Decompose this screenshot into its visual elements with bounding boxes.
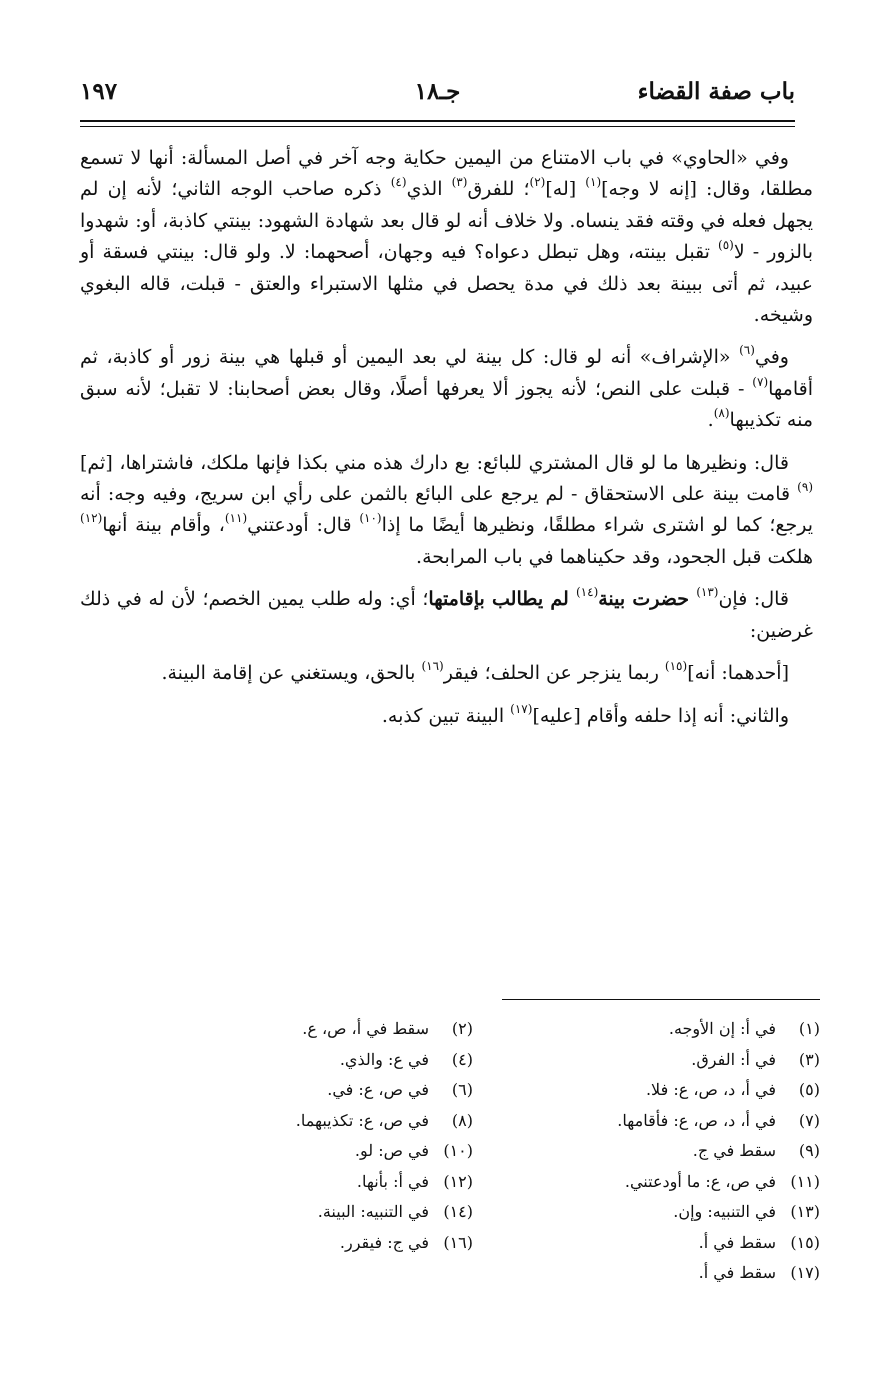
footnote xyxy=(520,1106,820,1137)
text-run: [أحدهما: أنه] xyxy=(687,662,789,685)
text-run: «الإشراف» أنه لو قال: كل بينة لي بعد اليمين أو قبلها هي بينة زور أو كاذبة، ثم أقامها xyxy=(80,346,813,400)
footnote-number: (١) xyxy=(798,1019,820,1038)
footnote xyxy=(520,1136,820,1167)
paragraph-3 xyxy=(80,448,813,574)
footnote-number: (١١) xyxy=(790,1171,820,1191)
paragraph-4 xyxy=(80,584,813,647)
footnote-number: (٨) xyxy=(451,1110,473,1130)
text-run: وفي xyxy=(754,346,789,369)
footnote-ref: (٢) xyxy=(529,175,546,190)
footnote-text: في التنبيه: البينة. xyxy=(317,1202,429,1221)
text-run: ؛ أي: وله طلب يمين الخصم؛ لأن له في ذلك غرضين: xyxy=(80,588,813,642)
text-run: قال: أودعتني xyxy=(247,514,360,537)
main-text xyxy=(80,143,813,743)
footnote-number: (٥) xyxy=(798,1080,820,1099)
footnote-ref: (٣) xyxy=(451,175,468,190)
page-number: ١٩٧ xyxy=(80,78,118,105)
footnote xyxy=(213,1106,473,1137)
footnote-number: (٤) xyxy=(451,1049,473,1069)
footnote-ref: (١٦) xyxy=(421,659,444,674)
footnote xyxy=(213,1075,473,1106)
paragraph-1 xyxy=(80,143,813,331)
footnote-ref: (٦) xyxy=(739,343,755,358)
text-run: البينة تبين كذبه. xyxy=(381,704,511,727)
footnote-text: في أ: بأنها. xyxy=(356,1171,429,1191)
footnote-column-left xyxy=(213,1014,473,1258)
text-run: تقبل بينته، وهل تبطل دعواه؟ فيه وجهان، أصحهما: لا. ولو قال: بينتي فسقة أو عبيد، ثم أتى ببينة بعد ذلك في مدة يحصل في مثلها الاستبراء والعتق - قبلت، قاله البغوي وشيخه. xyxy=(80,241,813,327)
footnote-separator xyxy=(502,999,820,1000)
footnote-text: سقط في أ. xyxy=(698,1263,776,1282)
footnote-number: (٢) xyxy=(451,1019,473,1038)
header-rule-thick xyxy=(80,120,795,122)
text-run: قال: فإن xyxy=(718,588,790,611)
matn-text: حضرت بينة xyxy=(598,588,697,611)
footnote-number: (٩) xyxy=(798,1141,820,1160)
running-header xyxy=(80,78,795,118)
footnote-ref: (١٢) xyxy=(80,511,103,526)
paragraph-2 xyxy=(80,342,813,436)
chapter-title: باب صفة القضاء xyxy=(637,78,795,105)
footnote-text: في ج: فيقرر. xyxy=(339,1232,429,1252)
footnote xyxy=(213,1045,473,1076)
footnote xyxy=(520,1075,820,1106)
text-run: ربما ينزجر عن الحلف؛ فيقر xyxy=(443,662,665,685)
footnote-number: (١٢) xyxy=(443,1171,473,1191)
footnote-ref: (٩) xyxy=(797,480,813,495)
footnote-number: (٦) xyxy=(451,1080,473,1099)
footnote xyxy=(520,1045,820,1076)
volume-label: جـ١٨ xyxy=(414,78,461,105)
footnote-ref: (١٣) xyxy=(696,585,719,600)
matn-text: لم يطالب بإقامتها xyxy=(428,588,576,611)
text-run: - قبلت على النص؛ لأنه يجوز ألا يعرفها أصلًا، وقال بعض أصحابنا: لا تقبل؛ لأنه سبق منه تكذيبها xyxy=(80,377,813,432)
footnote-text: سقط في ج. xyxy=(692,1141,776,1160)
text-run: قامت بينة على الاستحقاق - لم يرجع على البائع بالثمن على رأي ابن سريج، وفيه وجه: أنه يرجع؛ كما لو اشترى شراء مطلقًا، ونظيرها أيضًا ما إذا xyxy=(80,483,813,537)
footnote-text: في أ، د، ص، ع: فلا. xyxy=(645,1080,776,1099)
paragraph-5 xyxy=(80,658,813,689)
text-run: قال: ونظيرها ما لو قال المشتري للبائع: بع دارك هذه مني بكذا فإنها ملكك، فاشتراها، [ثم] xyxy=(80,451,789,474)
footnote-number: (١٠) xyxy=(443,1141,473,1160)
text-run: هلكت قبل الجحود، وقد حكيناهما في باب المرابحة. xyxy=(416,545,813,568)
text-run: الذي xyxy=(406,178,452,201)
footnote-text: سقط في أ، ص، ع. xyxy=(302,1019,429,1038)
footnote-number: (٧) xyxy=(798,1110,820,1130)
footnote-ref: (١٥) xyxy=(664,659,688,674)
footnote xyxy=(520,1014,820,1045)
footnote-text: سقط في أ. xyxy=(698,1232,776,1252)
footnote-number: (١٤) xyxy=(443,1202,473,1221)
text-run: بالحق، ويستغني عن إقامة البينة. xyxy=(161,662,422,685)
footnote-ref: (١١) xyxy=(224,511,248,526)
footnote xyxy=(520,1258,820,1289)
footnote xyxy=(520,1167,820,1198)
text-run: ، وأقام بينة أنها xyxy=(102,514,225,537)
footnote-number: (١٧) xyxy=(790,1263,820,1282)
text-run: والثاني: أنه إذا حلفه وأقام [عليه] xyxy=(532,704,789,727)
header-rule-thin xyxy=(80,126,795,127)
footnote-text: في أ: إن الأوجه. xyxy=(668,1019,776,1038)
footnote-text: في ص، ع: ما أودعتني. xyxy=(624,1171,776,1191)
footnote-number: (٣) xyxy=(798,1049,820,1069)
footnote-number: (١٥) xyxy=(790,1232,820,1252)
footnote-ref: (١٤) xyxy=(575,585,599,600)
footnote-number: (١٦) xyxy=(443,1232,473,1252)
footnote xyxy=(520,1228,820,1259)
footnote xyxy=(213,1014,473,1045)
text-run: . xyxy=(707,409,714,432)
footnote-text: في ع: والذي. xyxy=(339,1049,429,1069)
footnote-ref: (٤) xyxy=(390,175,407,190)
footnote-column-right xyxy=(520,1014,820,1289)
footnote-ref: (١) xyxy=(585,175,602,190)
footnote-text: في أ، د، ص، ع: فأقامها. xyxy=(617,1110,776,1130)
footnote xyxy=(213,1197,473,1228)
paragraph-6 xyxy=(80,701,813,732)
footnote-number: (١٣) xyxy=(790,1202,820,1221)
footnote-text: في ص، ع: في. xyxy=(327,1080,429,1099)
footnote-ref: (٨) xyxy=(713,406,730,421)
footnote-ref: (٥) xyxy=(718,238,734,253)
footnote xyxy=(213,1136,473,1167)
text-run: [له] xyxy=(545,178,586,201)
text-run: وفي «الحاوي» في باب الامتناع من اليمين حكاية وجه آخر في أصل المسألة: أنها لا تسمع مطلقا، وقال: [إنه لا وجه] xyxy=(80,147,814,201)
footnote-text: في التنبيه: وإن. xyxy=(673,1202,776,1221)
footnote-text: في ص، ع: تكذيبهما. xyxy=(295,1110,429,1130)
footnote-ref: (١٠) xyxy=(359,511,382,526)
text-run: ذكره صاحب الوجه الثاني؛ لأنه إن لم يجهل فعله في وقته فقد ينساه. ولا خلاف أنه لو قال بعد شهادة الشهود: بينتي كاذبة، أو: شهدوا بالزور - لا xyxy=(80,178,813,264)
text-run: ؛ للفرق xyxy=(467,178,530,201)
footnote-text: في ص: لو. xyxy=(354,1141,429,1160)
footnote xyxy=(213,1228,473,1259)
footnote-text: في أ: الفرق. xyxy=(691,1049,776,1069)
footnote xyxy=(520,1197,820,1228)
footnote-ref: (٧) xyxy=(752,374,769,389)
footnote xyxy=(213,1167,473,1198)
footnote-ref: (١٧) xyxy=(510,701,533,716)
